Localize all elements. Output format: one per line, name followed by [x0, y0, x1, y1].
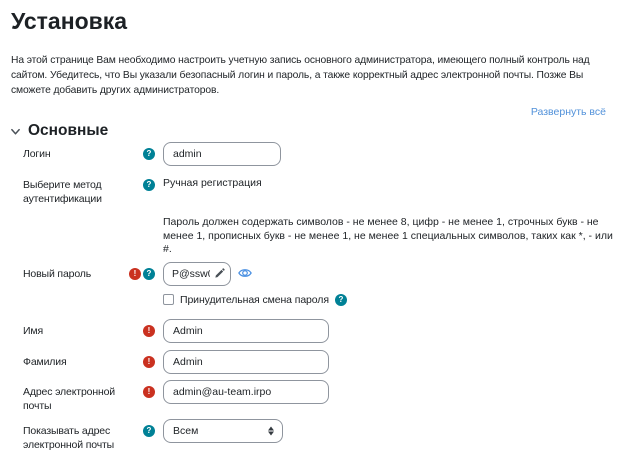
row-login: [23, 142, 615, 166]
lastname-input[interactable]: [163, 350, 329, 374]
pencil-icon: [214, 268, 225, 279]
required-icon: !: [143, 386, 155, 398]
chevron-down-icon: [10, 126, 21, 137]
section-header-general[interactable]: [10, 122, 108, 140]
admin-account-form: [23, 142, 615, 452]
row-force-password-change: [23, 292, 615, 306]
help-icon[interactable]: ?: [143, 268, 155, 280]
required-icon: !: [143, 325, 155, 337]
email-visibility-label: Показывать адрес электронной почты: [23, 424, 115, 451]
expand-all-link[interactable]: Развернуть всё: [530, 106, 606, 118]
required-icon: !: [143, 356, 155, 368]
row-email: [23, 380, 615, 413]
row-firstname: [23, 319, 615, 343]
email-input[interactable]: [163, 380, 329, 404]
help-icon[interactable]: ?: [335, 294, 347, 306]
login-input[interactable]: [163, 142, 281, 166]
help-icon[interactable]: ?: [143, 148, 155, 160]
page-title: Установка: [11, 8, 128, 34]
auth-method-value: Ручная регистрация: [163, 177, 262, 189]
force-password-change-label: Принудительная смена пароля: [180, 293, 329, 306]
row-new-password: [23, 262, 615, 286]
eye-icon: [238, 267, 252, 279]
unmask-password-button[interactable]: [238, 262, 252, 279]
row-auth-method: [23, 173, 615, 206]
email-label: Адрес электронной почты: [23, 385, 116, 412]
firstname-input[interactable]: [163, 319, 329, 343]
row-password-hint: [23, 212, 615, 257]
row-lastname: [23, 350, 615, 374]
email-visibility-select[interactable]: [163, 419, 283, 443]
row-email-visibility: [23, 419, 615, 452]
intro-text: На этой странице Вам необходимо настроить учетную запись основного администратора, имеющего полный контроль над сайтом. Убедитесь, что Вы указали безопасный логин и пароль, а также корректный адрес электронной почты. Позже Вы сможете добавить других администраторов.: [11, 55, 590, 96]
required-icon: !: [129, 268, 141, 280]
login-label: Логин: [23, 148, 51, 160]
help-icon[interactable]: ?: [143, 179, 155, 191]
new-password-label: Новый пароль: [23, 267, 92, 280]
auth-method-label: Выберите метод аутентификации: [23, 179, 102, 205]
help-icon[interactable]: ?: [143, 425, 155, 437]
section-title: Основные: [28, 122, 109, 139]
password-requirements-text: Пароль должен содержать символов - не менее 8, цифр - не менее 1, строчных букв - не менее 1, прописных букв - не менее 1, не менее 1 специальных символов, таких как *, - или #.: [163, 216, 613, 255]
firstname-label: Имя: [23, 324, 44, 337]
lastname-label: Фамилия: [23, 355, 67, 368]
force-password-change-checkbox[interactable]: [163, 294, 174, 305]
